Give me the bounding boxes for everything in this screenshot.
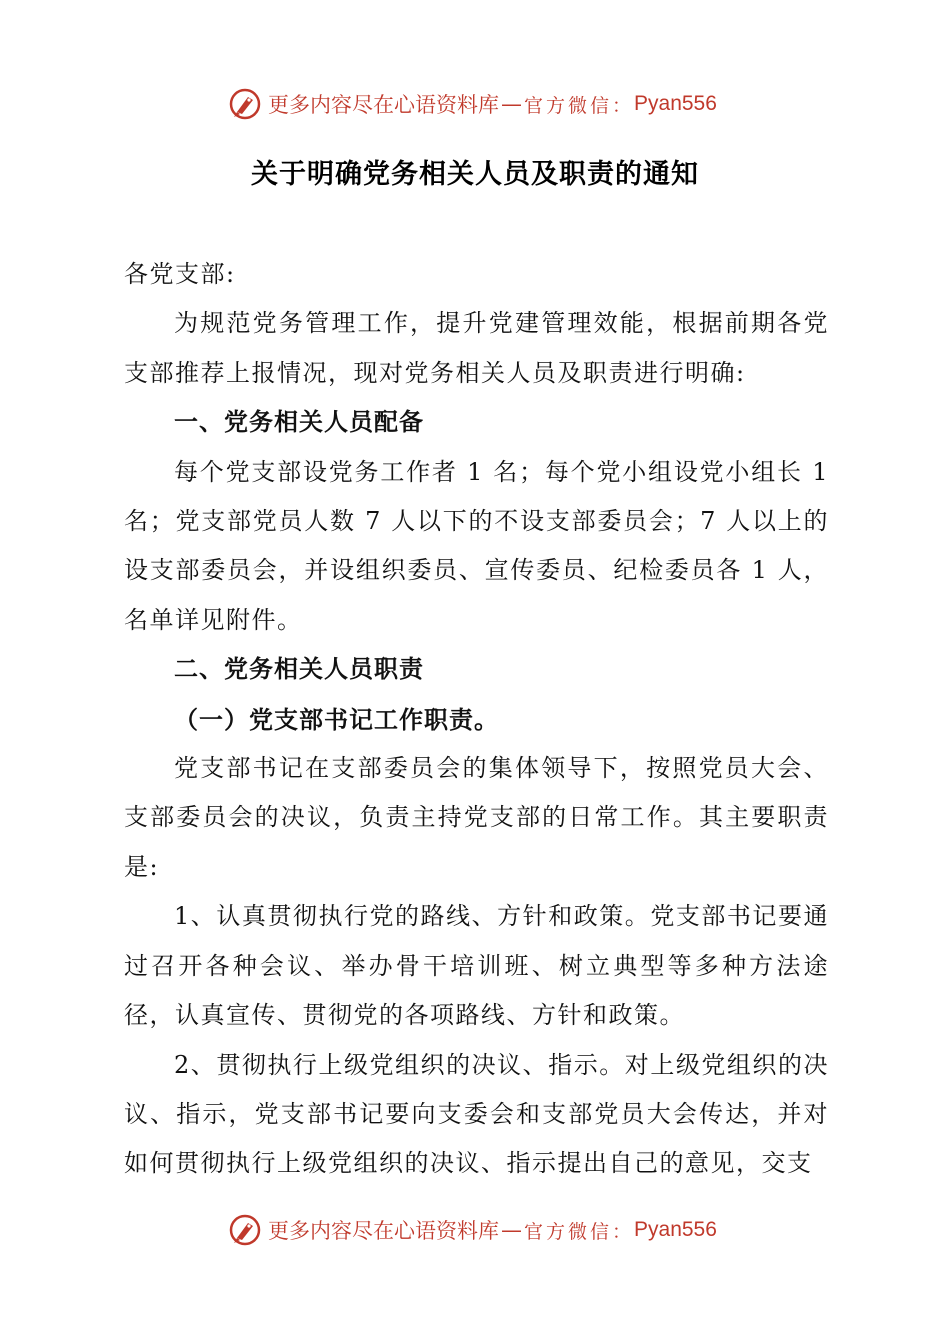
watermark-text: 更多内容尽在心语资料库 [268, 93, 499, 117]
document-title: 关于明确党务相关人员及职责的通知 [251, 159, 699, 190]
section-2-heading: 二、党务相关人员职责 [174, 655, 424, 684]
section-1-heading: 一、党务相关人员配备 [174, 408, 424, 437]
watermark-separator: — [501, 1218, 522, 1242]
watermark-id: Pyan556 [634, 1218, 717, 1241]
header-watermark [228, 84, 717, 124]
salutation: 各党支部: [124, 260, 236, 288]
subsection-1-paragraph: 党支部书记在支部委员会的集体领导下，按照党员大会、支部委员会的决议，负责主持党支部的日常工作。其主要职责是: [124, 754, 829, 881]
watermark-separator: — [501, 92, 522, 116]
watermark-id: Pyan556 [634, 92, 717, 115]
duty-item-1: 1、认真贯彻执行党的路线、方针和政策。党支部书记要通过召开各种会议、举办骨干培训班、树立典型等多种方法途径，认真宣传、贯彻党的各项路线、方针和政策。 [124, 902, 829, 1030]
section-1-paragraph: 每个党支部设党务工作者 1 名；每个党小组设党小组长 1 名；党支部党员人数 7 人以下的不设支部委员会；7 人以上的设支部委员会，并设组织委员、宣传委员、纪检委员各 1 人，名单详见附件。 [124, 457, 829, 634]
footer-watermark [228, 1210, 717, 1250]
watermark-text: 更多内容尽在心语资料库 [268, 1219, 499, 1243]
pen-nib-logo-icon [228, 87, 262, 121]
watermark-label: 官方微信： [524, 94, 635, 117]
intro-paragraph: 为规范党务管理工作，提升党建管理效能，根据前期各党支部推荐上报情况，现对党务相关人员及职责进行明确: [124, 309, 829, 387]
document-body [124, 250, 829, 1189]
duty-item-2: 2、贯彻执行上级党组织的决议、指示。对上级党组织的决议、指示，党支部书记要向支委会和支部党员大会传达，并对如何贯彻执行上级党组织的决议、指示提出自己的意见，交支 [124, 1050, 829, 1178]
pen-nib-logo-icon [228, 1213, 262, 1247]
subsection-1-heading: （一）党支部书记工作职责。 [174, 704, 499, 734]
watermark-label: 官方微信： [524, 1220, 635, 1243]
